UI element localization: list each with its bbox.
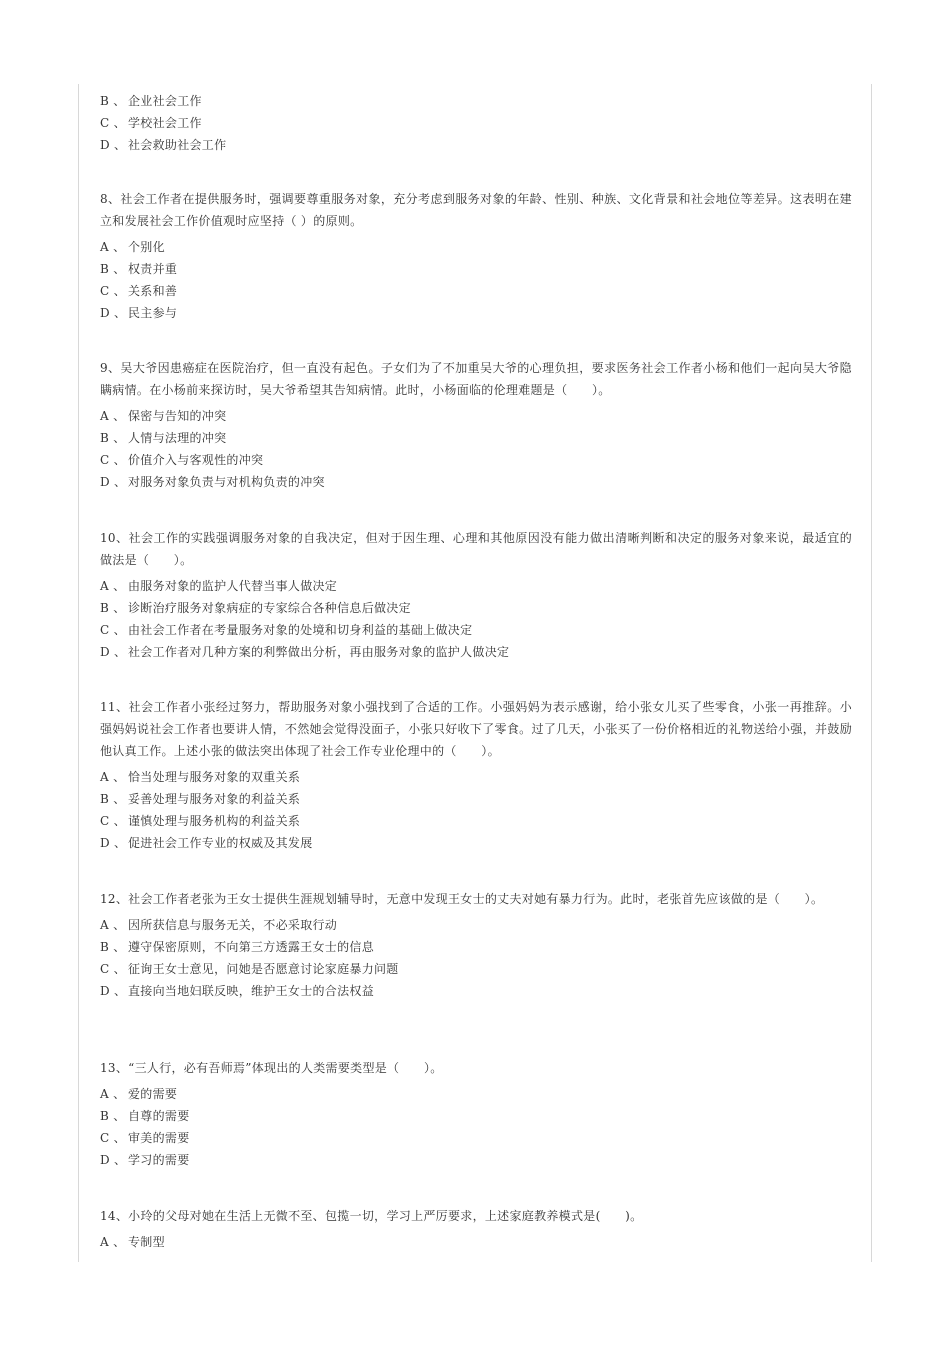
option-letter: D 、 <box>100 836 127 850</box>
option-c[interactable] <box>100 1127 852 1149</box>
option-a[interactable] <box>100 1231 852 1253</box>
option-text: 因所获信息与服务无关，不必采取行动 <box>128 918 338 932</box>
option-letter: C 、 <box>100 623 126 637</box>
option-text: 自尊的需要 <box>128 1109 190 1123</box>
option-text: 社会救助社会工作 <box>128 138 227 152</box>
carryover-options <box>100 90 852 156</box>
option-letter: C 、 <box>100 814 126 828</box>
option-text: 诊断治疗服务对象病症的专家综合各种信息后做决定 <box>128 601 411 615</box>
question-stem: 14、小玲的父母对她在生活上无微不至、包揽一切，学习上严厉要求，上述家庭教养模式是( )。 <box>100 1209 643 1223</box>
question-stem: 11、社会工作者小张经过努力，帮助服务对象小强找到了合适的工作。小强妈妈为表示感谢，给小张女儿买了些零食，小张一再推辞。小强妈妈说社会工作者也要讲人情，不然她会觉得没面子，小张只好收下了零食。过了几天，小张买了一份价格相近的礼物送给小强，并鼓励他认真工作。上述小张的做法突出体现了社会工作专业伦理中的（ ）。 <box>100 700 852 758</box>
option-letter: D 、 <box>100 306 127 320</box>
question-stem: 10、社会工作的实践强调服务对象的自我决定，但对于因生理、心理和其他原因没有能力做出清晰判断和决定的服务对象来说，最适宜的做法是（ ）。 <box>100 531 852 567</box>
option-letter: A 、 <box>100 1235 126 1249</box>
option-a[interactable] <box>100 575 852 597</box>
option-text: 个别化 <box>128 240 165 254</box>
question-8 <box>100 188 852 324</box>
option-b[interactable] <box>100 936 852 958</box>
question-stem: 9、吴大爷因患癌症在医院治疗，但一直没有起色。子女们为了不加重吴大爷的心理负担，要求医务社会工作者小杨和他们一起向吴大爷隐瞒病情。在小杨前来探访时，吴大爷希望其告知病情。此时，小杨面临的伦理难题是（ ）。 <box>100 361 852 397</box>
option-c[interactable] <box>100 449 852 471</box>
option-a[interactable] <box>100 236 852 258</box>
option-c[interactable] <box>100 958 852 980</box>
option-text: 企业社会工作 <box>128 94 202 108</box>
option-letter: C 、 <box>100 116 126 130</box>
option-carry-c[interactable] <box>100 112 852 134</box>
option-letter: D 、 <box>100 984 127 998</box>
option-d[interactable] <box>100 980 852 1002</box>
option-letter: C 、 <box>100 962 126 976</box>
question-11 <box>100 696 852 854</box>
option-carry-d[interactable] <box>100 134 852 156</box>
option-text: 由社会工作者在考量服务对象的处境和切身利益的基础上做决定 <box>128 623 473 637</box>
option-text: 恰当处理与服务对象的双重关系 <box>128 770 301 784</box>
option-c[interactable] <box>100 810 852 832</box>
option-letter: C 、 <box>100 453 126 467</box>
option-letter: A 、 <box>100 1087 126 1101</box>
option-text: 关系和善 <box>128 284 178 298</box>
option-text: 谨慎处理与服务机构的利益关系 <box>128 814 301 828</box>
option-text: 价值介入与客观性的冲突 <box>128 453 264 467</box>
question-stem: 12、社会工作者老张为王女士提供生涯规划辅导时，无意中发现王女士的丈夫对她有暴力行为。此时，老张首先应该做的是（ ）。 <box>100 892 824 906</box>
option-a[interactable] <box>100 1083 852 1105</box>
option-text: 社会工作者对几种方案的利弊做出分析，再由服务对象的监护人做决定 <box>128 645 510 659</box>
option-d[interactable] <box>100 832 852 854</box>
option-letter: A 、 <box>100 409 126 423</box>
option-letter: A 、 <box>100 240 126 254</box>
option-text: 学校社会工作 <box>128 116 202 130</box>
question-13 <box>100 1057 852 1171</box>
option-d[interactable] <box>100 1149 852 1171</box>
option-letter: A 、 <box>100 918 126 932</box>
option-letter: C 、 <box>100 284 126 298</box>
option-b[interactable] <box>100 258 852 280</box>
option-b[interactable] <box>100 427 852 449</box>
option-letter: D 、 <box>100 1153 127 1167</box>
option-d[interactable] <box>100 641 852 663</box>
option-c[interactable] <box>100 619 852 641</box>
option-letter: D 、 <box>100 138 127 152</box>
option-letter: B 、 <box>100 792 126 806</box>
option-text: 人情与法理的冲突 <box>128 431 227 445</box>
option-letter: D 、 <box>100 645 127 659</box>
option-d[interactable] <box>100 471 852 493</box>
option-text: 权责并重 <box>128 262 178 276</box>
question-14 <box>100 1205 852 1253</box>
option-letter: B 、 <box>100 940 126 954</box>
option-text: 对服务对象负责与对机构负责的冲突 <box>128 475 325 489</box>
option-c[interactable] <box>100 280 852 302</box>
option-letter: B 、 <box>100 94 126 108</box>
option-text: 民主参与 <box>128 306 178 320</box>
option-text: 爱的需要 <box>128 1087 178 1101</box>
option-letter: D 、 <box>100 475 127 489</box>
option-text: 由服务对象的监护人代替当事人做决定 <box>128 579 338 593</box>
option-letter: B 、 <box>100 601 126 615</box>
option-a[interactable] <box>100 766 852 788</box>
question-10 <box>100 527 852 663</box>
option-text: 审美的需要 <box>128 1131 190 1145</box>
option-text: 专制型 <box>128 1235 165 1249</box>
option-b[interactable] <box>100 1105 852 1127</box>
option-letter: B 、 <box>100 262 126 276</box>
option-b[interactable] <box>100 788 852 810</box>
option-b[interactable] <box>100 597 852 619</box>
option-a[interactable] <box>100 914 852 936</box>
option-text: 学习的需要 <box>128 1153 190 1167</box>
option-d[interactable] <box>100 302 852 324</box>
option-text: 直接向当地妇联反映，维护王女士的合法权益 <box>128 984 375 998</box>
option-text: 征询王女士意见，问她是否愿意讨论家庭暴力问题 <box>128 962 399 976</box>
option-letter: A 、 <box>100 770 126 784</box>
question-stem: 8、社会工作者在提供服务时，强调要尊重服务对象，充分考虑到服务对象的年龄、性别、种族、文化背景和社会地位等差异。这表明在建立和发展社会工作价值观时应坚持（ ）的原则。 <box>100 192 852 228</box>
option-letter: C 、 <box>100 1131 126 1145</box>
question-9 <box>100 357 852 493</box>
option-letter: B 、 <box>100 1109 126 1123</box>
option-text: 妥善处理与服务对象的利益关系 <box>128 792 301 806</box>
option-letter: A 、 <box>100 579 126 593</box>
question-12 <box>100 888 852 1002</box>
option-a[interactable] <box>100 405 852 427</box>
question-stem: 13、“三人行，必有吾师焉”体现出的人类需要类型是（ ）。 <box>100 1061 443 1075</box>
option-text: 保密与告知的冲突 <box>128 409 227 423</box>
option-text: 遵守保密原则，不向第三方透露王女士的信息 <box>128 940 375 954</box>
option-text: 促进社会工作专业的权威及其发展 <box>128 836 313 850</box>
option-carry-b[interactable] <box>100 90 852 112</box>
option-letter: B 、 <box>100 431 126 445</box>
